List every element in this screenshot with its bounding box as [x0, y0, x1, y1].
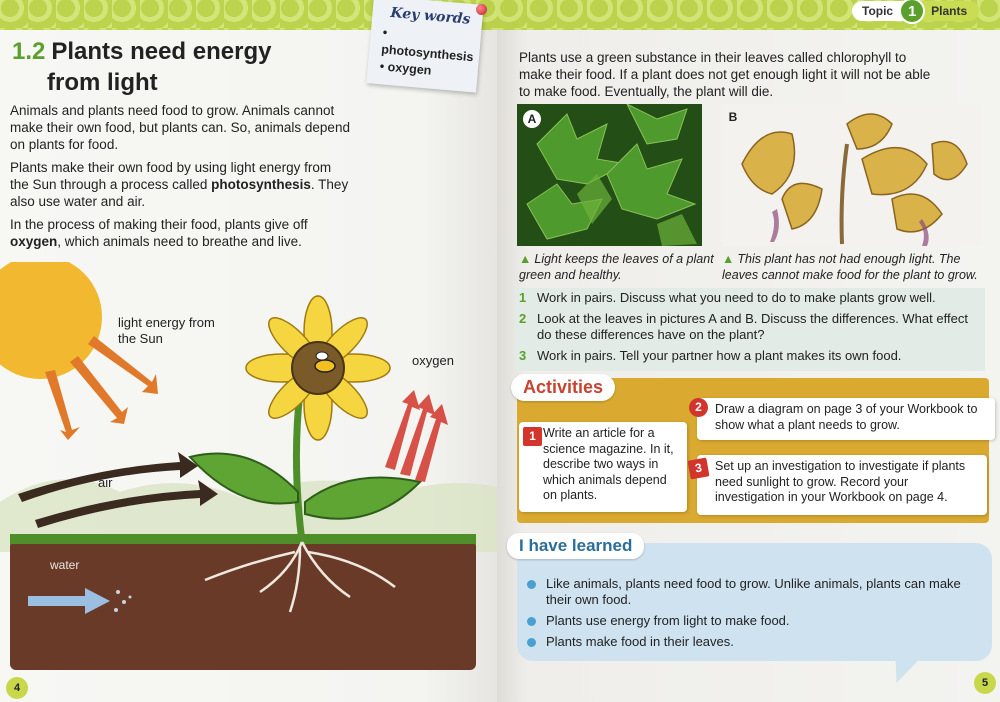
keyword-item: • oxygen — [379, 59, 432, 78]
activity-card-1: 1 Write an article for a science magazine. In it, describe two ways in which animals depend on plants. — [519, 422, 687, 512]
wilted-plant-illustration — [722, 104, 982, 246]
page-number-right: 5 — [974, 672, 996, 694]
activity-number: 2 — [689, 398, 708, 417]
bullet-icon — [527, 617, 536, 626]
right-page — [497, 0, 1000, 702]
lesson-number: 1.2 — [12, 38, 46, 65]
activity-number: 1 — [523, 427, 542, 446]
key-words-title: Key words — [389, 4, 472, 28]
caption-triangle-icon: ▲ — [722, 252, 735, 266]
question-item: 2 Look at the leaves in pictures A and B. Discuss the differences. What effect do these differences have on the plant? — [519, 311, 968, 342]
keyword-photosynthesis: photosynthesis — [211, 177, 311, 192]
topic-word: Topic — [852, 1, 909, 21]
photo-healthy-leaves — [517, 104, 702, 246]
photo-wilted-plant — [722, 104, 982, 246]
page-number-left: 4 — [6, 677, 28, 699]
activity-card-2: 2 Draw a diagram on page 3 of your Workbook to show what a plant needs to grow. — [697, 398, 995, 440]
intro-paragraph-2: Plants make their own food by using light energy from the Sun through a process called photosynthesis. They also use water and air. — [10, 160, 349, 209]
topic-tab — [852, 0, 979, 22]
label-light-energy: light energy from the Sun — [118, 315, 215, 346]
caption-b: ▲ This plant has not had enough light. The leaves cannot make food for the plant to grow. — [722, 252, 978, 282]
bullet-icon — [527, 638, 536, 647]
question-item: 1 Work in pairs. Discuss what you need to do to make plants grow well. — [519, 290, 936, 305]
activity-card-3: 3 Set up an investigation to investigate if plants need sunlight to grow. Record your investigation in your Workbook on page 4. — [697, 455, 987, 515]
intro-paragraph-1: Animals and plants need food to grow. Animals cannot make their own food, but plants can. So, animals depend on plants for food. — [10, 103, 350, 152]
photo-b-label: B — [728, 110, 738, 124]
bullet-icon — [527, 580, 536, 589]
photo-a-label: A — [523, 110, 541, 128]
label-air: air — [98, 475, 113, 490]
learned-title: I have learned — [507, 533, 644, 559]
caption-a: ▲ Light keeps the leaves of a plant green and healthy. — [519, 252, 714, 282]
title-line-2: from light — [47, 69, 158, 96]
intro-text — [10, 102, 350, 256]
label-water: water — [50, 558, 80, 572]
title-line-1: Plants need energy — [51, 38, 272, 65]
label-oxygen: oxygen — [412, 353, 454, 368]
learned-item: Plants use energy from light to make food. — [527, 613, 977, 629]
learned-list — [527, 576, 977, 655]
page-title — [12, 36, 312, 98]
activities-title: Activities — [511, 374, 615, 401]
intro-paragraph-3: In the process of making their food, plants give off oxygen, which animals need to breathe and live. — [10, 217, 308, 249]
key-words-note — [366, 0, 483, 93]
keyword-oxygen: oxygen — [10, 234, 58, 249]
topic-name: Plants — [917, 1, 979, 21]
learned-item: Like animals, plants need food to grow. Unlike animals, plants can make their own food. — [527, 576, 977, 608]
photosynthesis-diagram — [0, 262, 497, 682]
topic-number: 1 — [899, 0, 925, 24]
discussion-questions — [515, 288, 985, 371]
question-item: 3 Work in pairs. Tell your partner how a plant makes its own food. — [519, 348, 902, 363]
healthy-leaves-illustration — [517, 104, 702, 246]
keyword-item: • photosynthesis — [380, 25, 475, 65]
chlorophyll-intro: Plants use a green substance in their leaves called chlorophyll to make their food. If a plant does not get enough light it will not be able to make food. Eventually, the plant will die. — [519, 50, 931, 99]
pin-icon — [476, 4, 487, 15]
activity-number: 3 — [687, 457, 709, 479]
caption-triangle-icon: ▲ — [519, 252, 532, 266]
learned-item: Plants make food in their leaves. — [527, 634, 977, 650]
left-page — [0, 0, 497, 702]
